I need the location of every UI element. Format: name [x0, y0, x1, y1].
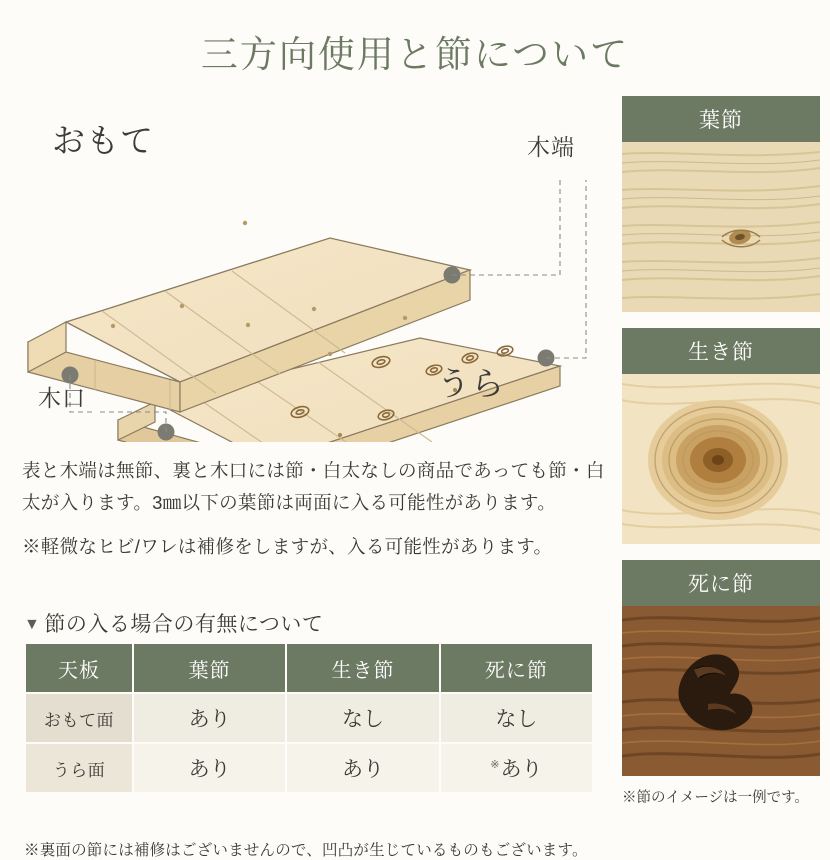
table-cell: あり: [133, 693, 286, 743]
triangle-down-icon: ▼: [24, 616, 41, 633]
left-column: [0, 90, 618, 859]
knot-occurrence-table: [24, 642, 594, 794]
label-edge: 木端: [527, 134, 575, 160]
table-header-cell-0: 天板: [25, 643, 133, 693]
label-top-face: おもて: [52, 122, 154, 159]
description-paragraph-1: 表と木端は無節、裏と木口には節・白太なしの商品であっても節・白太が入ります。3㎜以下の葉節は両面に入る可能性があります。: [22, 460, 605, 513]
table-cell-mark: ※: [490, 759, 500, 771]
knot-gallery-note: ※節のイメージは一例です。: [622, 790, 809, 806]
knot-card-title: 生き節: [622, 328, 820, 374]
table-cell: あり: [133, 743, 286, 793]
table-body: [25, 693, 593, 793]
description-text: [22, 455, 610, 562]
section-heading-label: 節の入る場合の有無について: [44, 613, 324, 636]
knot-gallery: [622, 96, 830, 792]
footnote: ※裏面の節には補修はございませんので、凹凸が生じているものもございます。: [24, 842, 588, 859]
board-illustration: [0, 90, 618, 442]
section-heading: [24, 608, 323, 638]
table-header-cell-2: 生き節: [286, 643, 439, 693]
table-row-label: おもて面: [25, 693, 133, 743]
table-header: [25, 643, 593, 693]
knot-photo-ha-bushi: [622, 142, 820, 312]
table-row: [25, 743, 593, 793]
table-cell: なし: [440, 693, 593, 743]
table-row-label: うら面: [25, 743, 133, 793]
ha-bushi-image-svg: [622, 142, 820, 312]
shini-bushi-image-svg: [622, 606, 820, 776]
knot-photo-iki-bushi: [622, 374, 820, 544]
label-end-grain: 木口: [38, 385, 86, 411]
knot-card-ha-bushi: [622, 96, 820, 312]
table-header-cell-3: 死に節: [440, 643, 593, 693]
knot-photo-shini-bushi: [622, 606, 820, 776]
table-header-cell-1: 葉節: [133, 643, 286, 693]
table-cell: [440, 743, 593, 793]
knot-card-shini-bushi: [622, 560, 820, 776]
table-header-row: [25, 643, 593, 693]
knot-card-title: 死に節: [622, 560, 820, 606]
description-paragraph-2: ※軽微なヒビ/ワレは補修をしますが、入る可能性があります。: [22, 535, 553, 557]
label-bottom-face: うら: [437, 365, 505, 402]
table-row: [25, 693, 593, 743]
iki-bushi-image-svg: [622, 374, 820, 544]
table-cell: あり: [286, 743, 439, 793]
table-cell: なし: [286, 693, 439, 743]
knot-card-title: 葉節: [622, 96, 820, 142]
table-cell-text: あり: [500, 758, 543, 781]
knot-card-iki-bushi: [622, 328, 820, 544]
page-title: 三方向使用と節について: [200, 34, 630, 75]
